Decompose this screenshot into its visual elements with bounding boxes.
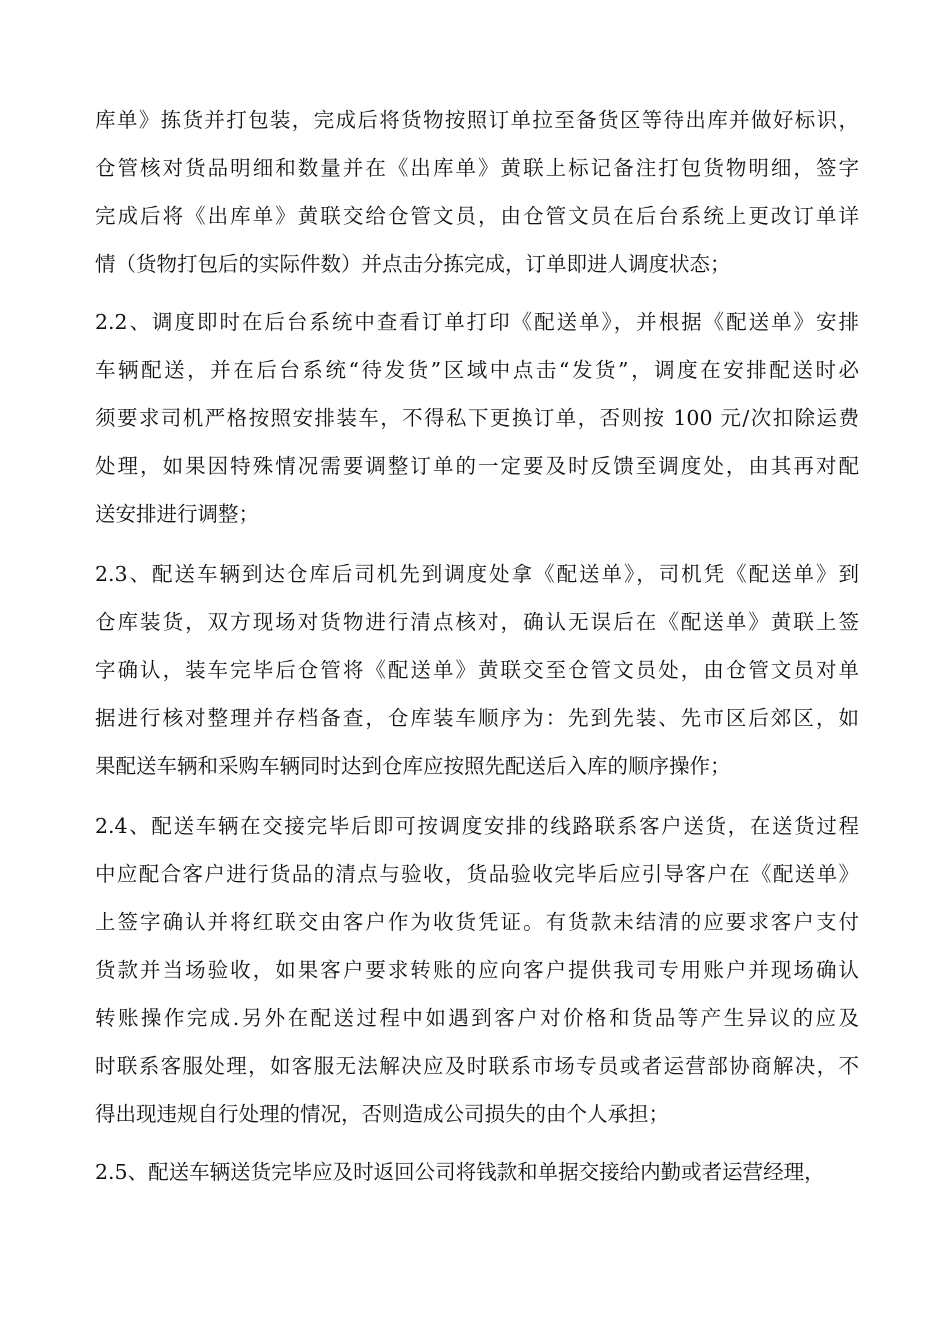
document-page	[95, 96, 859, 1196]
text-line: 时联系客服处理，如客服无法解决应及时联系市场专员或者运营部协商解决，不	[95, 1054, 859, 1078]
text-line: 果配送车辆和采购车辆同时达到仓库应按照先配送后入库的顺序操作；	[95, 754, 731, 778]
text-line: 库单》拣货并打包装，完成后将货物按照订单拉至备货区等待出库并做好标识，	[95, 108, 859, 132]
text-line: 得出现违规自行处理的情况，否则造成公司损失的由个人承担；	[95, 1102, 669, 1126]
text-line: 仓库装货，双方现场对货物进行清点核对，确认无误后在《配送单》黄联上签	[95, 610, 859, 634]
paragraph-2-3-loading	[95, 550, 859, 790]
text-line: 处理，如果因特殊情况需要调整订单的一定要及时反馈至调度处，由其再对配	[95, 454, 859, 478]
text-line: 2.5、配送车辆送货完毕应及时返回公司将钱款和单据交接给内勤或者运营经理，	[95, 1160, 825, 1184]
paragraph-2-2-dispatch	[95, 298, 859, 538]
text-line: 2.2、调度即时在后台系统中查看订单打印《配送单》，并根据《配送单》安排	[95, 310, 859, 334]
text-line: 车辆配送，并在后台系统“待发货”区域中点击“发货”，调度在安排配送时必	[95, 358, 859, 382]
text-line: 仓管核对货品明细和数量并在《出库单》黄联上标记备注打包货物明细，签字	[95, 156, 859, 180]
text-line: 字确认，装车完毕后仓管将《配送单》黄联交至仓管文员处，由仓管文员对单	[95, 658, 859, 682]
paragraph-2-4-delivery	[95, 802, 859, 1138]
paragraph-2-5-return	[95, 1148, 859, 1196]
text-line: 据进行核对整理并存档备查，仓库装车顺序为：先到先装、先市区后郊区，如	[95, 706, 859, 730]
paragraph-picking-packing	[95, 96, 859, 288]
text-line: 转账操作完成.另外在配送过程中如遇到客户对价格和货品等产生异议的应及	[95, 1006, 859, 1030]
text-line: 中应配合客户进行货品的清点与验收，货品验收完毕后应引导客户在《配送单》	[95, 862, 859, 886]
text-line: 上签字确认并将红联交由客户作为收货凭证。有货款未结清的应要求客户支付	[95, 910, 859, 934]
text-line: 2.3、配送车辆到达仓库后司机先到调度处拿《配送单》，司机凭《配送单》到	[95, 562, 859, 586]
text-line: 完成后将《出库单》黄联交给仓管文员，由仓管文员在后台系统上更改订单详	[95, 204, 859, 228]
text-line: 2.4、配送车辆在交接完毕后即可按调度安排的线路联系客户送货，在送货过程	[95, 814, 859, 838]
text-line: 货款并当场验收，如果客户要求转账的应向客户提供我司专用账户并现场确认	[95, 958, 859, 982]
text-line: 情（货物打包后的实际件数）并点击分拣完成，订单即进人调度状态；	[95, 252, 731, 276]
text-line: 送安排进行调整；	[95, 502, 259, 526]
text-line: 须要求司机严格按照安排装车，不得私下更换订单，否则按 100 元/次扣除运费	[95, 406, 859, 430]
